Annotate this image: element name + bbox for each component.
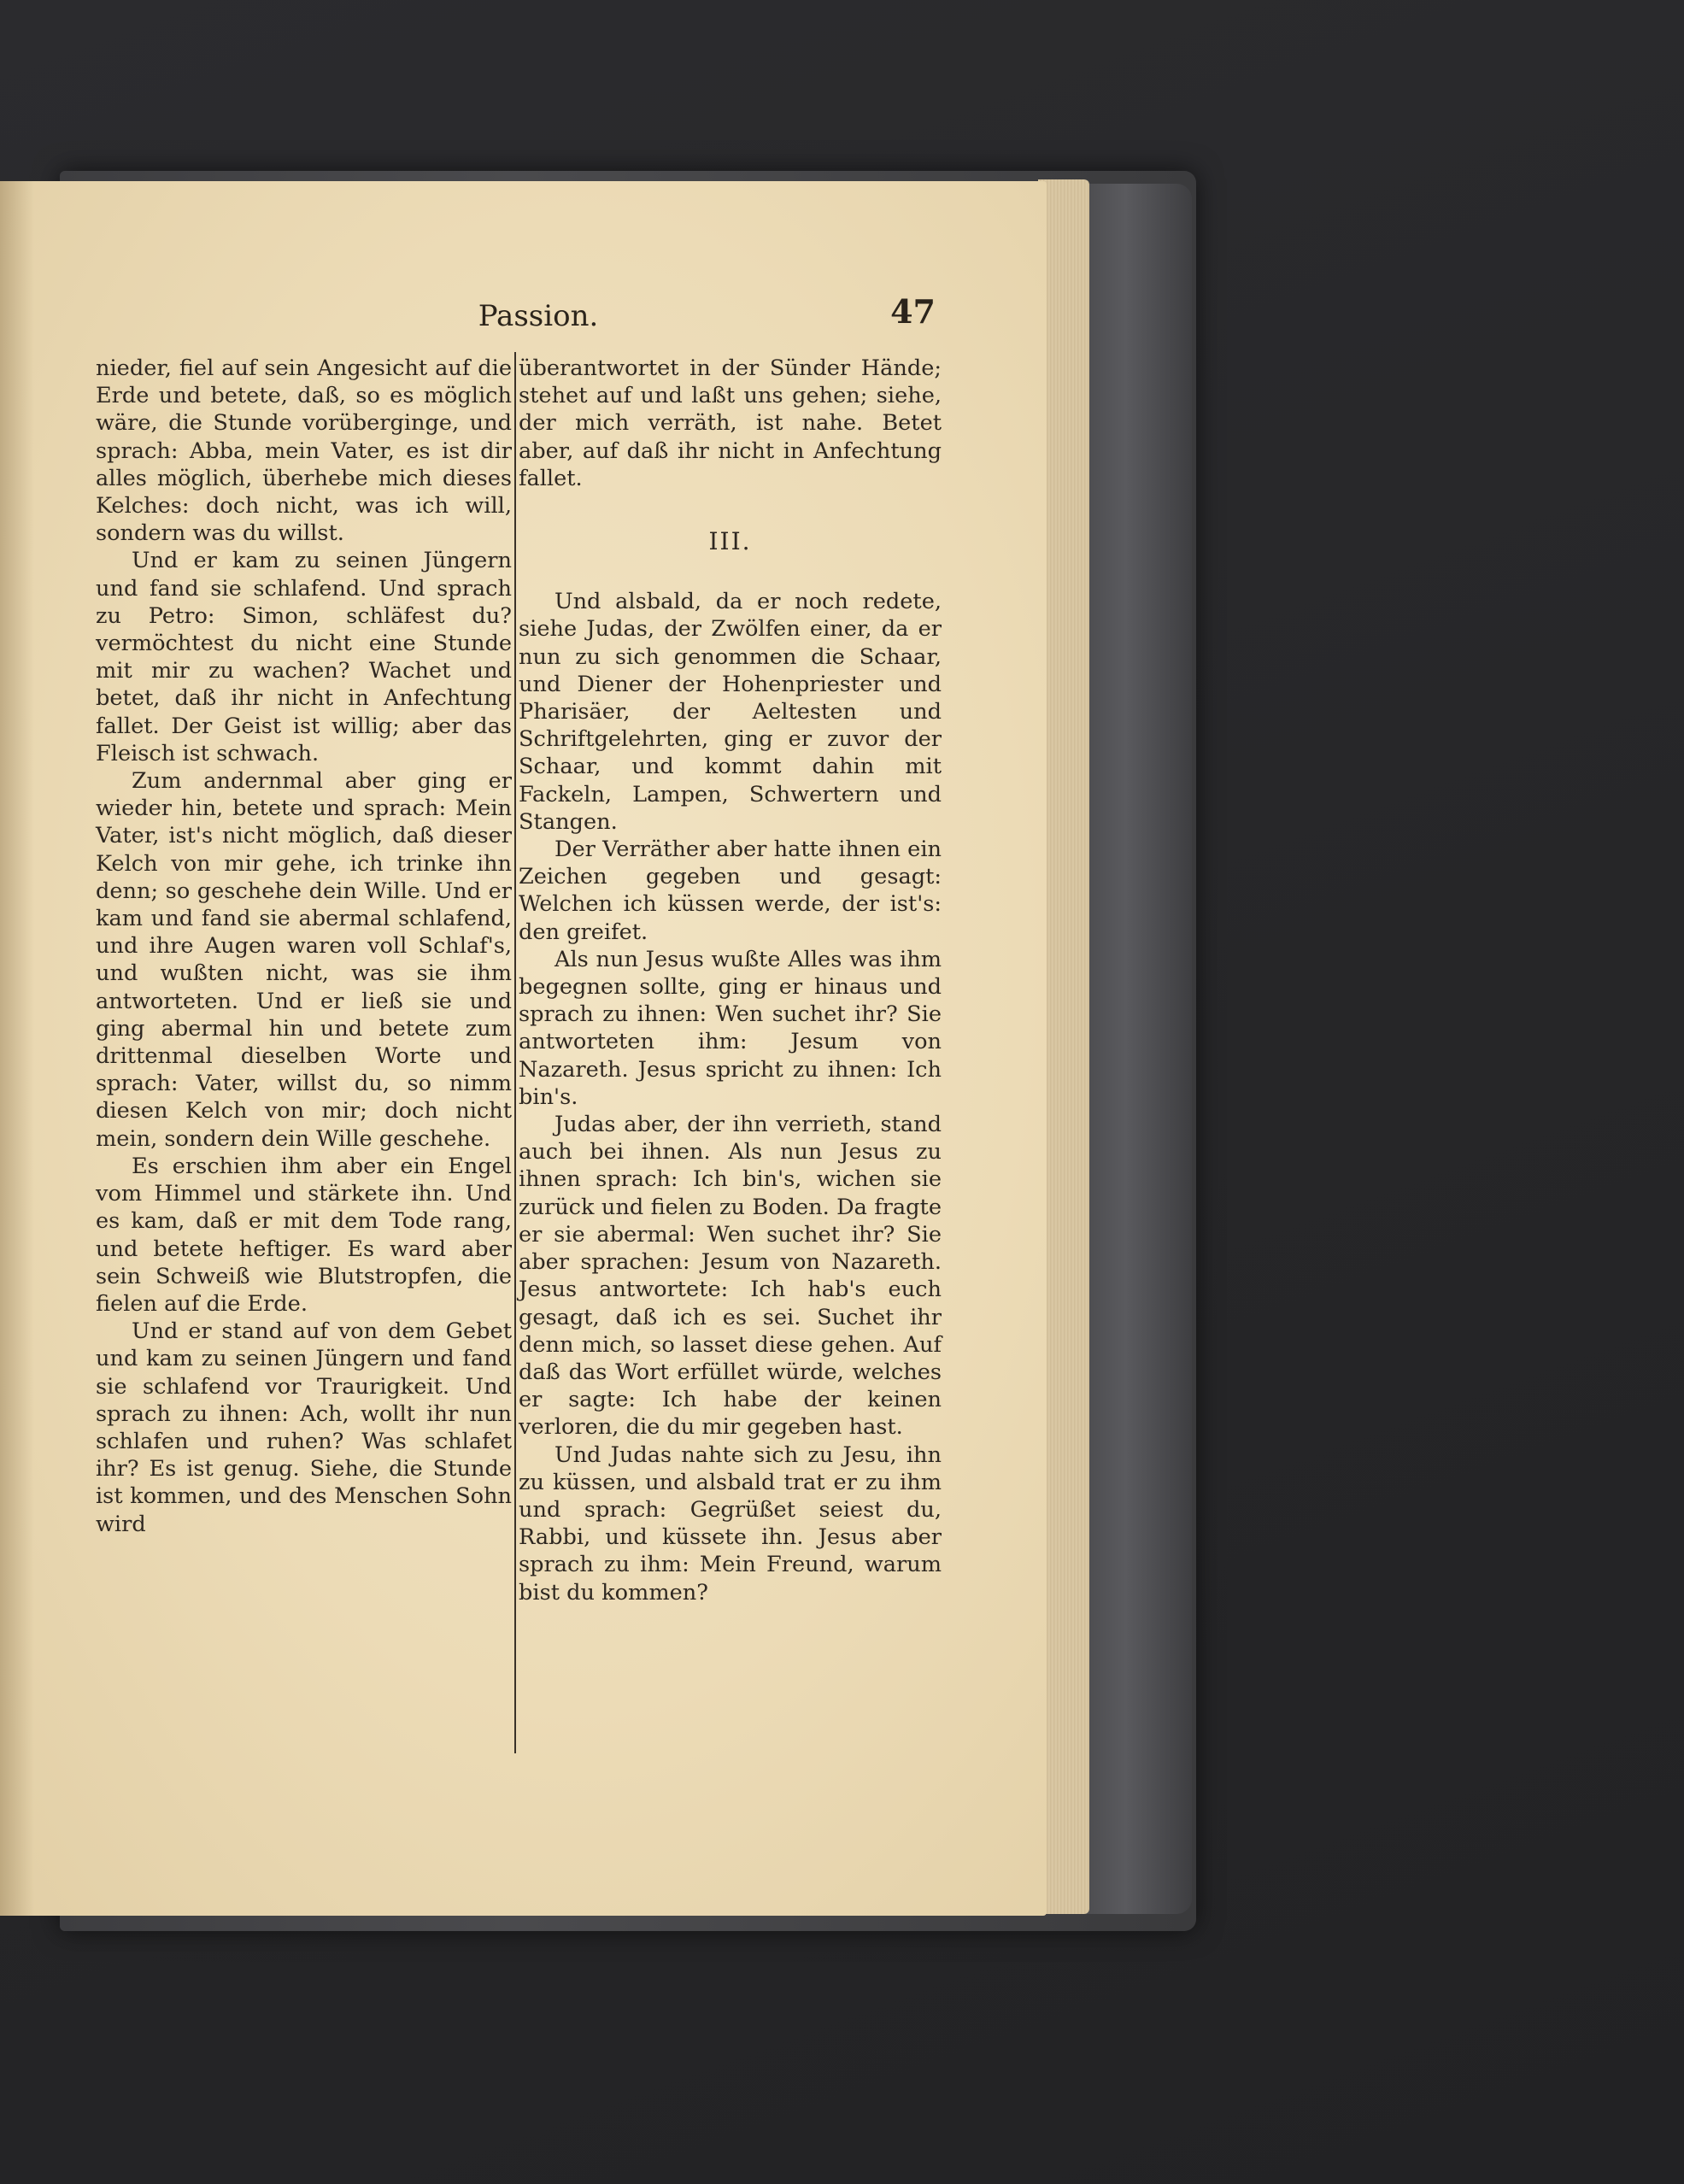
- section-heading: III.: [708, 527, 752, 556]
- left-paragraph-3: Zum andernmal aber ging er wieder hin, betete und sprach: Mein Vater, ist's nicht möglich, daß dieser Kelch von mir gehe, ich trinke ihn denn; so geschehe dein Wille. Und er kam und fand sie abermal schlafend, und ihre Augen waren voll Schlaf's, und wußten nicht, was sie ihm antworteten. Und er ließ sie und ging abermal hin und betete zum drittenmal dieselben Worte und sprach: Vater, willst du, so nimm diesen Kelch von mir; doch nicht mein, sondern dein Wille geschehe.: [96, 768, 512, 1152]
- right-paragraph-intro: überantwortet in der Sünder Hände; stehet auf und laßt uns gehen; siehe, der mich verräth, ist nahe. Betet aber, auf daß ihr nicht in Anfechtung fallet.: [519, 355, 942, 491]
- left-paragraph-1: nieder, fiel auf sein Angesicht auf die Erde und betete, daß, so es möglich wäre, die Stunde vorüberginge, und sprach: Abba, mein Vater, es ist dir alles möglich, überhebe mich dieses Kelches: doch nicht, was ich will, sondern was du willst.: [96, 355, 512, 547]
- left-column: [96, 355, 512, 1538]
- book-cover-edge: [1081, 184, 1192, 1914]
- right-paragraph-1: Und alsbald, da er noch redete, siehe Judas, der Zwölfen einer, da er nun zu sich genommen die Schaar, und Diener der Hohenpriester und Pharisäer, der Aeltesten und Schriftgelehrten, ging er zuvor der Schaar, und kommt dahin mit Fackeln, Lampen, Schwertern und Stangen.: [519, 589, 942, 835]
- left-paragraph-4: Es erschien ihm aber ein Engel vom Himmel und stärkete ihn. Und es kam, daß er mit dem Tode rang, und betete heftiger. Es ward aber sein Schweiß wie Blutstropfen, die fielen auf die Erde.: [96, 1153, 512, 1317]
- right-paragraph-3: Als nun Jesus wußte Alles was ihm begegnen sollte, ging er hinaus und sprach zu ihnen: Wen suchet ihr? Sie antworteten ihm: Jesum von Nazareth. Jesus spricht zu ihnen: Ich bin's.: [519, 946, 942, 1110]
- right-column: [519, 355, 942, 1606]
- right-paragraph-4: Judas aber, der ihn verrieth, stand auch bei ihnen. Als nun Jesus zu ihnen sprach: Ich bin's, wichen sie zurück und fielen zu Boden. Da fragte er sie abermal: Wen suchet ihr? Sie aber sprachen: Jesum von Nazareth. Jesus antwortete: Ich hab's euch gesagt, daß ich es sei. Suchet ihr denn mich, so lasset diese gehen. Auf daß das Wort erfüllet würde, welches er sagte: Ich habe der keinen verloren, die du mir gegeben hast.: [519, 1112, 942, 1441]
- running-header: Passion.: [478, 299, 599, 333]
- gutter-shadow: [0, 181, 34, 1916]
- left-paragraph-5: Und er stand auf von dem Gebet und kam zu seinen Jüngern und fand sie schlafend vor Traurigkeit. Und sprach zu ihnen: Ach, wollt ihr nun schlafen und ruhen? Was schlafet ihr? Es ist genug. Siehe, die Stunde ist kommen, und des Menschen Sohn wird: [96, 1318, 512, 1537]
- page-number: 47: [890, 292, 936, 331]
- right-paragraph-5: Und Judas nahte sich zu Jesu, ihn zu küssen, und alsbald trat er zu ihm und sprach: Gegrüßet seiest du, Rabbi, und küssete ihn. Jesus aber sprach zu ihm: Mein Freund, warum bist du kommen?: [519, 1441, 942, 1606]
- column-divider: [514, 352, 516, 1753]
- left-paragraph-2: Und er kam zu seinen Jüngern und fand sie schlafend. Und sprach zu Petro: Simon, schläfest du? vermöchtest du nicht eine Stunde mit mir zu wachen? Wachet und betet, daß ihr nicht in Anfechtung fallet. Der Geist ist willig; aber das Fleisch ist schwach.: [96, 548, 512, 766]
- right-paragraph-2: Der Verräther aber hatte ihnen ein Zeichen gegeben und gesagt: Welchen ich küssen werde, der ist's: den greifet.: [519, 837, 942, 945]
